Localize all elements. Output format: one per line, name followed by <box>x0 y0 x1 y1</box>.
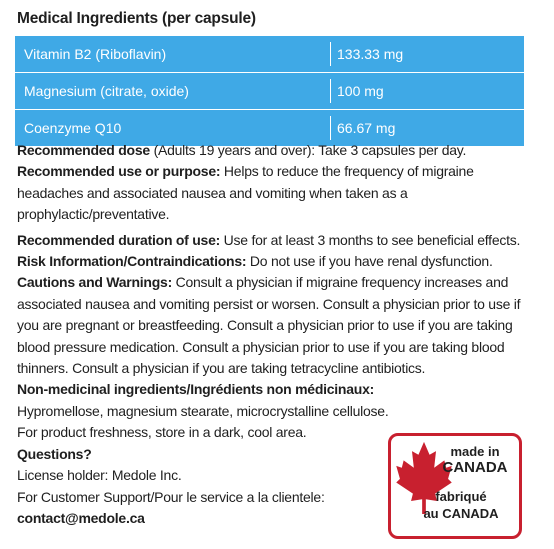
ingredient-name: Magnesium (citrate, oxide) <box>24 83 189 99</box>
storage-text: For product freshness, store in a dark, cool area. <box>17 424 307 441</box>
nonmed-label: Non-medicinal ingredients/Ingrédients non médicinaux: <box>17 381 375 398</box>
risk-text: Do not use if you have renal dysfunction. <box>246 253 493 270</box>
risk-label: Risk Information/Contraindications: <box>17 253 247 270</box>
risk-paragraph <box>17 251 522 272</box>
ingredients-table <box>15 36 524 146</box>
use-label: Recommended use or purpose: <box>17 163 221 180</box>
dose-label: Recommended dose <box>17 142 150 158</box>
badge-english <box>439 444 511 476</box>
nonmed-text: Hypromellose, magnesium stearate, microcrystalline cellulose. <box>17 402 389 419</box>
ingredient-amount: 66.67 mg <box>337 120 396 136</box>
cautions-paragraph <box>17 272 522 379</box>
badge-canada: CANADA <box>442 459 508 476</box>
badge-french <box>411 488 511 522</box>
questions-label: Questions? <box>17 445 92 462</box>
column-divider <box>330 42 331 66</box>
support-text: For Customer Support/Pour le service a la clientele: <box>17 488 325 505</box>
duration-text: Use for at least 3 months to see beneficial effects. <box>220 231 521 248</box>
cautions-text: Consult a physician if migraine frequency increases and associated nausea and vomiting persist or worsen. Consult a physician prior to use if you are pregnant or breastfeeding. Consult a physician prior to use if you are taking blood pressure medication. Consult a physician prior to use if you are taking blood thinners. Consult a physician if you are taking tetracycline antibiotics. <box>17 274 521 377</box>
ingredient-name: Coenzyme Q10 <box>24 120 122 136</box>
dose-text: (Adults 19 years and over): Take 3 capsules per day. <box>149 142 467 158</box>
license-holder: License holder: Medole Inc. <box>17 467 182 484</box>
column-divider <box>330 79 331 103</box>
duration-paragraph <box>17 230 522 251</box>
contact-email[interactable]: contact@medole.ca <box>17 509 145 526</box>
ingredient-amount: 100 mg <box>337 83 384 99</box>
cautions-label: Cautions and Warnings: <box>17 274 172 291</box>
ingredients-heading: Medical Ingredients (per capsule) <box>17 10 256 27</box>
ingredient-amount: 133.33 mg <box>337 46 404 62</box>
dose-paragraph <box>17 140 522 161</box>
ingredient-row <box>15 72 524 109</box>
badge-au-canada: au CANADA <box>423 506 499 521</box>
duration-label: Recommended duration of use: <box>17 231 221 248</box>
ingredient-name: Vitamin B2 (Riboflavin) <box>24 46 167 62</box>
made-in-canada-badge <box>388 433 522 539</box>
ingredient-row <box>15 36 524 72</box>
use-paragraph <box>17 161 522 225</box>
column-divider <box>330 116 331 140</box>
badge-fabrique: fabriqué <box>435 489 487 504</box>
badge-made-in: made in <box>450 444 500 459</box>
use-text: Helps to reduce the frequency of migraine headaches and associated nausea and vomiting when taken as a prophylactic/preventative. <box>17 163 474 223</box>
